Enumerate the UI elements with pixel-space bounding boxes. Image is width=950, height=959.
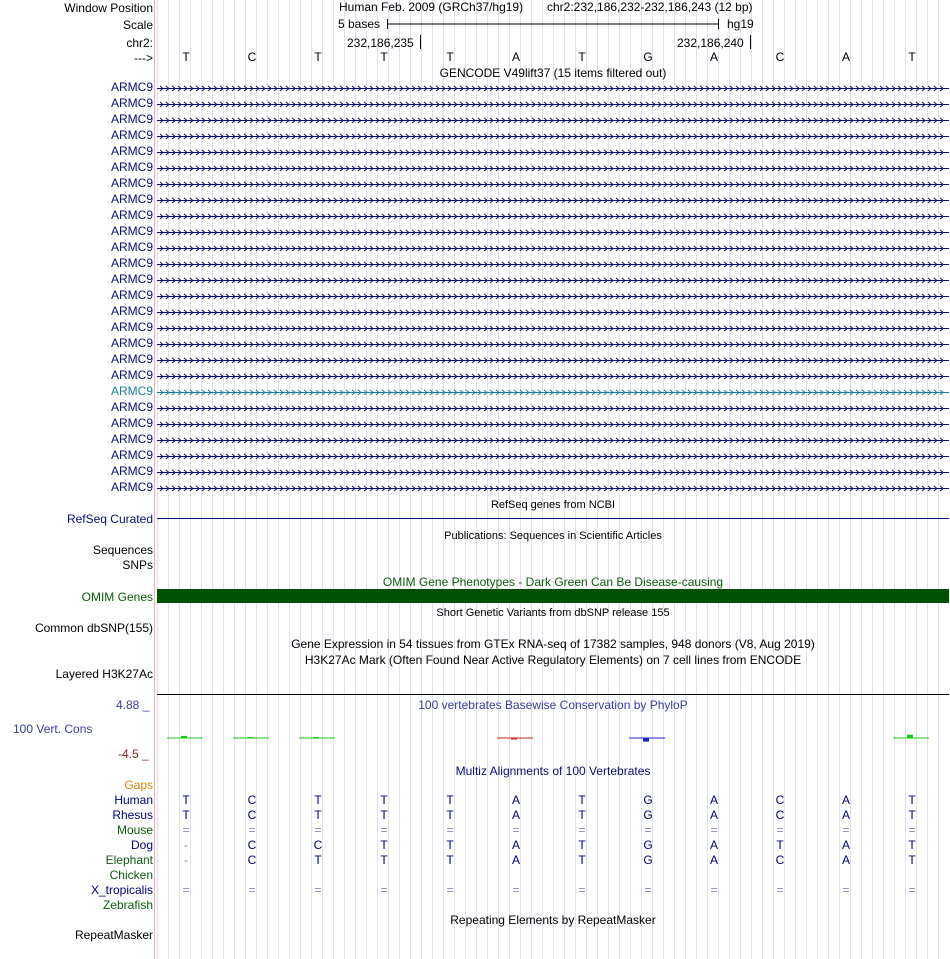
- gencode-item-label[interactable]: ARMC9: [110, 352, 153, 366]
- multiz-species-label[interactable]: Rhesus: [112, 808, 153, 822]
- multiz-base: =: [248, 823, 256, 837]
- multiz-base: =: [314, 823, 322, 837]
- publications-track-title[interactable]: Publications: Sequences in Scientific Articles: [444, 530, 662, 542]
- gencode-item-label[interactable]: ARMC9: [110, 384, 153, 398]
- phylop-bar-peak: [181, 736, 187, 738]
- ruler-base: T: [578, 50, 586, 64]
- multiz-base: =: [380, 823, 388, 837]
- multiz-base: =: [710, 883, 718, 897]
- ruler-base: T: [314, 50, 322, 64]
- multiz-base: T: [380, 853, 388, 867]
- phylop-max-label: 4.88 _: [116, 698, 150, 712]
- multiz-base: T: [908, 808, 916, 822]
- multiz-base: C: [247, 853, 257, 867]
- h3k27ac-track-title[interactable]: H3K27Ac Mark (Often Found Near Active Regulatory Elements) on 7 cell lines from ENCODE: [304, 653, 802, 667]
- multiz-base: =: [908, 823, 916, 837]
- gencode-item-label[interactable]: ARMC9: [110, 320, 153, 334]
- multiz-base: A: [709, 853, 718, 867]
- multiz-species-label[interactable]: Zebrafish: [102, 898, 153, 912]
- multiz-base: T: [908, 793, 916, 807]
- publications-sequences-label[interactable]: Sequences: [92, 543, 153, 557]
- gencode-item-label[interactable]: ARMC9: [110, 256, 153, 270]
- coordinate-1: 232,186,235: [347, 36, 414, 50]
- phylop-track-label[interactable]: 100 Vert. Cons: [13, 722, 93, 736]
- gencode-item-label[interactable]: ARMC9: [110, 416, 153, 430]
- multiz-base: A: [709, 808, 718, 822]
- multiz-base: G: [643, 853, 653, 867]
- multiz-base: =: [710, 823, 718, 837]
- chrom-label: chr2:: [126, 36, 153, 50]
- omim-track-title[interactable]: OMIM Gene Phenotypes - Dark Green Can Be Disease-causing: [382, 575, 724, 589]
- h3k27ac-track-label[interactable]: Layered H3K27Ac: [55, 667, 153, 681]
- multiz-base: =: [512, 823, 520, 837]
- multiz-base: C: [775, 808, 785, 822]
- gencode-item-label[interactable]: ARMC9: [110, 80, 153, 94]
- gencode-item-label[interactable]: ARMC9: [110, 192, 153, 206]
- multiz-species-label[interactable]: Mouse: [116, 823, 153, 837]
- multiz-base: T: [446, 808, 454, 822]
- multiz-base: T: [182, 793, 190, 807]
- phylop-bar-peak: [907, 735, 913, 738]
- multiz-base: T: [182, 808, 190, 822]
- multiz-base: =: [644, 823, 652, 837]
- multiz-base: T: [908, 853, 916, 867]
- ruler-base: G: [643, 50, 653, 64]
- gencode-item-label[interactable]: ARMC9: [110, 432, 153, 446]
- multiz-base: C: [247, 793, 257, 807]
- multiz-base: T: [578, 838, 586, 852]
- multiz-base: =: [182, 883, 190, 897]
- multiz-base: -: [184, 853, 188, 867]
- multiz-base: T: [446, 793, 454, 807]
- ruler-base: A: [709, 50, 718, 64]
- repeatmasker-track-title[interactable]: Repeating Elements by RepeatMasker: [450, 913, 656, 927]
- repeatmasker-track-label[interactable]: RepeatMasker: [74, 928, 153, 942]
- multiz-base: =: [908, 883, 916, 897]
- gencode-track-title[interactable]: GENCODE V49lift37 (15 items filtered out): [439, 66, 667, 80]
- dbsnp-track-label[interactable]: Common dbSNP(155): [34, 621, 153, 635]
- gencode-item-label[interactable]: ARMC9: [110, 464, 153, 478]
- multiz-base: =: [446, 823, 454, 837]
- gencode-item-label[interactable]: ARMC9: [110, 112, 153, 126]
- omim-track-label[interactable]: OMIM Genes: [81, 590, 153, 604]
- ruler-base: T: [446, 50, 454, 64]
- phylop-bar-peak: [247, 737, 253, 738]
- multiz-base: T: [776, 838, 784, 852]
- dbsnp-track-title[interactable]: Short Genetic Variants from dbSNP release 155: [436, 607, 670, 619]
- multiz-base: -: [184, 838, 188, 852]
- multiz-species-label[interactable]: Human: [114, 793, 153, 807]
- multiz-base: A: [841, 793, 850, 807]
- phylop-bar-peak: [313, 737, 319, 738]
- multiz-base: =: [578, 823, 586, 837]
- multiz-base: T: [446, 838, 454, 852]
- refseq-track-label[interactable]: RefSeq Curated: [66, 512, 153, 526]
- phylop-min-label: -4.5 _: [118, 747, 149, 761]
- multiz-base: T: [578, 853, 586, 867]
- gencode-item-label[interactable]: ARMC9: [110, 304, 153, 318]
- gencode-item-label[interactable]: ARMC9: [110, 240, 153, 254]
- scale-text: 5 bases: [338, 17, 381, 31]
- multiz-base: G: [643, 808, 653, 822]
- multiz-base: A: [841, 838, 850, 852]
- multiz-base: C: [775, 793, 785, 807]
- assembly-db: hg19: [727, 17, 754, 31]
- coordinate-2: 232,186,240: [677, 36, 744, 50]
- ruler-base: C: [775, 50, 785, 64]
- multiz-species-label[interactable]: Elephant: [105, 853, 153, 867]
- multiz-base: A: [841, 808, 850, 822]
- ruler-base: T: [182, 50, 190, 64]
- multiz-base: =: [248, 883, 256, 897]
- multiz-base: A: [841, 853, 850, 867]
- multiz-base: =: [644, 883, 652, 897]
- multiz-base: T: [446, 853, 454, 867]
- phylop-bar-peak: [643, 738, 649, 742]
- gencode-item-label[interactable]: ARMC9: [110, 400, 153, 414]
- gencode-item-label[interactable]: ARMC9: [110, 368, 153, 382]
- phylop-track-title[interactable]: 100 vertebrates Basewise Conservation by PhyloP: [418, 698, 688, 712]
- gtex-track-title[interactable]: Gene Expression in 54 tissues from GTEx RNA-seq of 17382 samples, 948 donors (V8, Aug 2019): [291, 637, 815, 651]
- multiz-base: A: [511, 793, 520, 807]
- gencode-item-label[interactable]: ARMC9: [110, 144, 153, 158]
- multiz-base: T: [908, 838, 916, 852]
- ruler-base: A: [841, 50, 850, 64]
- multiz-base: T: [314, 808, 322, 822]
- window-position-label: Window Position: [64, 1, 153, 15]
- multiz-base: G: [643, 838, 653, 852]
- gencode-item-label[interactable]: ARMC9: [110, 176, 153, 190]
- multiz-base: A: [709, 793, 718, 807]
- multiz-base: T: [380, 808, 388, 822]
- multiz-species-label[interactable]: Chicken: [109, 868, 153, 882]
- multiz-base: =: [512, 883, 520, 897]
- multiz-base: A: [709, 838, 718, 852]
- gencode-item-label[interactable]: ARMC9: [110, 224, 153, 238]
- multiz-base: A: [511, 853, 520, 867]
- gencode-item-label[interactable]: ARMC9: [110, 160, 153, 174]
- multiz-base: T: [380, 838, 388, 852]
- multiz-species-label[interactable]: Dog: [130, 838, 153, 852]
- multiz-base: T: [314, 853, 322, 867]
- multiz-base: G: [643, 793, 653, 807]
- multiz-base: =: [182, 823, 190, 837]
- multiz-species-label[interactable]: X_tropicalis: [90, 883, 153, 897]
- assembly-title: Human Feb. 2009 (GRCh37/hg19): [339, 0, 524, 14]
- gencode-item-label[interactable]: ARMC9: [110, 480, 153, 494]
- multiz-base: T: [578, 793, 586, 807]
- scale-label: Scale: [122, 18, 153, 32]
- ruler-base: C: [247, 50, 257, 64]
- multiz-base: =: [842, 823, 850, 837]
- multiz-track-title[interactable]: Multiz Alignments of 100 Vertebrates: [455, 764, 651, 778]
- refseq-track-title[interactable]: RefSeq genes from NCBI: [490, 499, 616, 511]
- multiz-base: =: [776, 883, 784, 897]
- publications-snps-label[interactable]: SNPs: [122, 558, 153, 572]
- multiz-base: T: [314, 793, 322, 807]
- multiz-base: A: [511, 838, 520, 852]
- ruler-base: T: [908, 50, 916, 64]
- gencode-item-label[interactable]: ARMC9: [110, 288, 153, 302]
- multiz-base: C: [313, 838, 323, 852]
- ruler-base: A: [511, 50, 520, 64]
- multiz-base: T: [380, 793, 388, 807]
- gencode-item-label[interactable]: ARMC9: [110, 96, 153, 110]
- ruler-base: T: [380, 50, 388, 64]
- position-text: chr2:232,186,232-232,186,243 (12 bp): [547, 0, 753, 14]
- gencode-item-label[interactable]: ARMC9: [110, 448, 153, 462]
- omim-gene-bar: [157, 589, 949, 603]
- multiz-gaps-label: Gaps: [124, 778, 153, 792]
- gencode-item-label[interactable]: ARMC9: [110, 208, 153, 222]
- multiz-base: A: [511, 808, 520, 822]
- phylop-bar-peak: [511, 738, 517, 740]
- multiz-base: C: [247, 838, 257, 852]
- multiz-base: =: [776, 823, 784, 837]
- gencode-item-label[interactable]: ARMC9: [110, 128, 153, 142]
- gencode-item-label[interactable]: ARMC9: [110, 272, 153, 286]
- multiz-base: T: [578, 808, 586, 822]
- multiz-base: =: [380, 883, 388, 897]
- strand-label: --->: [134, 51, 153, 65]
- multiz-base: C: [247, 808, 257, 822]
- multiz-base: =: [578, 883, 586, 897]
- multiz-base: =: [446, 883, 454, 897]
- multiz-base: C: [775, 853, 785, 867]
- multiz-base: =: [842, 883, 850, 897]
- gencode-item-label[interactable]: ARMC9: [110, 336, 153, 350]
- multiz-base: =: [314, 883, 322, 897]
